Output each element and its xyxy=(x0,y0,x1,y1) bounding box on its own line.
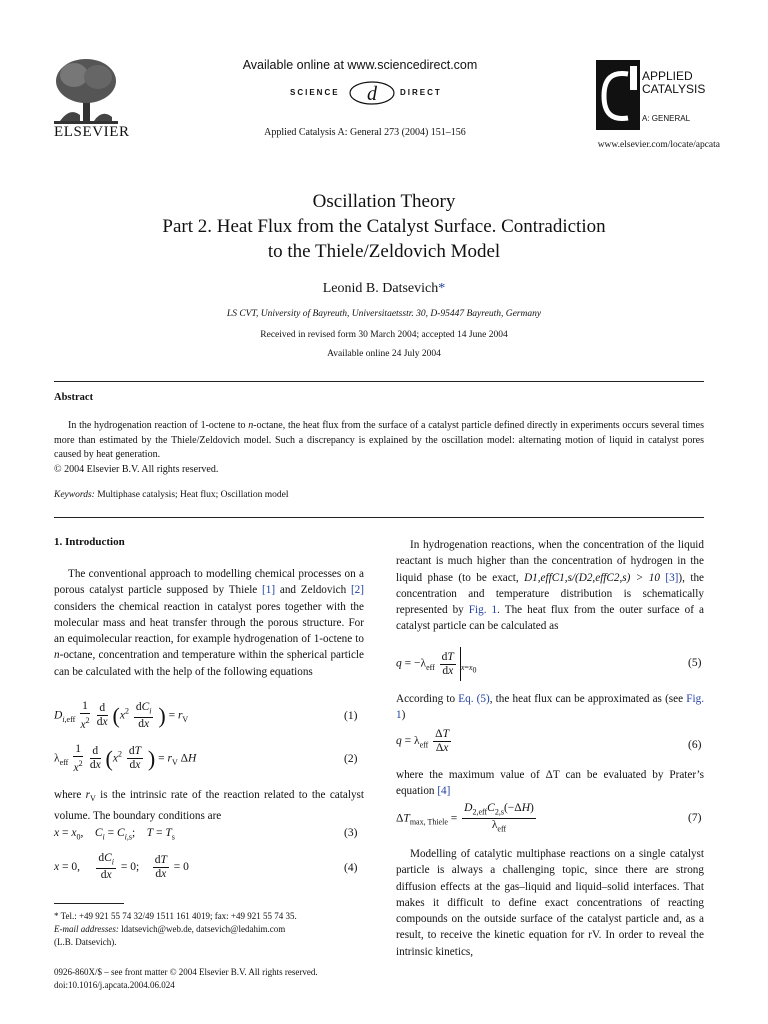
figure-link[interactable]: Fig. 1 xyxy=(396,693,704,722)
equation-number: (5) xyxy=(688,657,702,669)
equation-number: (2) xyxy=(344,753,358,765)
right-paragraph-1: In hydrogenation reactions, when the concentration of the liquid reactant is much higher than the concentration of hydrogen in the liquid phase (to be exact, D1,effC1,s/(D2,effC2,s) > 10 [3]), the concentration and temperature distribution is schematically represented by Fig. 1. The heat flux from the outer surface of a catalyst particle can be calculated as xyxy=(396,539,704,633)
affiliation: LS CVT, University of Bayreuth, Universitaetsstr. 30, D-95447 Bayreuth, Germany xyxy=(226,309,542,319)
author-name: Leonid B. Datsevich xyxy=(322,281,439,296)
abstract-text: In the hydrogenation reaction of 1-octene to n-octane, the heat flux from the surface of a catalyst particle defined directly in experiments occurs several times more than estimated by the Thiele/Zeldovich model. Such a discrepancy is explained by the oscillation model: alternating motion of liquid in catalyst pores caused by heat generation. xyxy=(54,420,704,460)
right-paragraph-3: where the maximum value of ΔT can be evaluated by Prater’s equation [4] xyxy=(396,769,704,798)
journal-logo-line1: APPLIED xyxy=(642,69,693,83)
journal-citation: Applied Catalysis A: General 273 (2004) 151–156 xyxy=(264,127,466,138)
equation-number: (6) xyxy=(688,739,702,751)
sciencedirect-logo xyxy=(290,80,470,106)
ref-link[interactable]: [3] xyxy=(665,571,679,584)
abstract-heading: Abstract xyxy=(54,392,94,403)
intro-paragraph-2: where $r_V$ is the intrinsic rate of the reaction related to the catalyst volume. The boundary conditions are xyxy=(54,789,364,822)
footnote-contact: * Tel.: +49 921 55 74 32/49 1511 161 4019; fax: +49 921 55 74 35. xyxy=(54,911,297,921)
footnote-emails: E-mail addresses: ldatsevich@web.de, datsevich@ledahim.com xyxy=(54,924,286,934)
footnote-divider xyxy=(54,903,124,904)
section-heading: 1. Introduction xyxy=(54,536,125,548)
equation-2: $\lambda_{eff}$ $\frac{1}{x^2}$ $\frac{d}{dx}$ ($x^2$ $\frac{dT}{dx}$ ) = $r_V$ ΔH xyxy=(54,743,197,774)
ref-link[interactable]: [2] xyxy=(350,584,364,597)
title-line-1: Oscillation Theory xyxy=(312,191,456,212)
divider xyxy=(54,517,704,518)
ref-link[interactable]: [1] xyxy=(262,584,276,597)
right-paragraph-2: According to Eq. (5), the heat flux can be approximated as (see Fig. 1) xyxy=(396,693,704,722)
footnote-name: (L.B. Datsevich). xyxy=(54,937,117,947)
abstract-copyright: © 2004 Elsevier B.V. All rights reserved. xyxy=(54,463,219,475)
article-title xyxy=(60,189,708,264)
intro-paragraph-1: The conventional approach to modelling chemical processes on a porous catalyst particle supposed by Thiele [1] and Zeldovich [2] considers the chemical reaction in catalyst pores together with the molecular mass and heat transfer through the porous structure. For an equimolecular reaction, for example hydrogenation of 1-octene to n-octane, concentration and temperature within the spherical particle can be calculated with the help of the following equations xyxy=(54,568,364,678)
equation-4: x = 0, $\frac{dC_i}{dx}$ = 0; $\frac{dT}{dx}$ = 0 xyxy=(54,852,189,882)
doi-line: doi:10.1016/j.apcata.2004.06.024 xyxy=(54,980,175,990)
sciencedirect-d-icon xyxy=(348,80,396,106)
online-date: Available online 24 July 2004 xyxy=(327,349,441,359)
keywords-label: Keywords: xyxy=(54,490,95,500)
journal-logo-line3: A: GENERAL xyxy=(642,114,691,123)
author-line xyxy=(60,281,708,297)
title-line-2: Part 2. Heat Flux from the Catalyst Surface. Contradiction xyxy=(162,216,606,237)
equation-7: $\Delta T_{max, Thiele}$ = $\frac{D_{2,eff}C_{2,s}(-\Delta H)}{\lambda_{eff}}$ xyxy=(396,802,534,834)
equation-6: $q = \lambda_{eff}$ $\frac{\Delta T}{\Delta x}$ xyxy=(396,728,449,754)
sciencedirect-logo-right: DIRECT xyxy=(400,88,442,97)
author-footnote-link[interactable]: * xyxy=(438,281,446,296)
figure-link[interactable]: Fig. 1 xyxy=(468,604,498,617)
keywords-list: Multiphase catalysis; Heat flux; Oscillation model xyxy=(94,490,289,500)
equation-number: (1) xyxy=(344,710,358,722)
equation-3: $x = x_0$, $C_i = C_{i,s}$; $T = T_s$ xyxy=(54,827,175,842)
journal-logo xyxy=(596,60,720,132)
applied-catalysis-icon xyxy=(596,60,640,130)
title-line-3: to the Thiele/Zeldovich Model xyxy=(267,241,501,262)
received-dates: Received in revised form 30 March 2004; accepted 14 June 2004 xyxy=(260,330,508,340)
keywords xyxy=(54,490,704,500)
abstract-body xyxy=(54,419,704,477)
equation-5: $q = -\lambda_{eff}$ $\frac{dT}{dx}$ $_{x=x_0}$ xyxy=(396,647,476,681)
elsevier-tree-logo xyxy=(50,55,122,127)
divider xyxy=(54,381,704,382)
sciencedirect-logo-left: SCIENCE xyxy=(290,88,340,97)
equation-number: (7) xyxy=(688,812,702,824)
journal-url[interactable]: www.elsevier.com/locate/apcata xyxy=(597,140,720,150)
available-online-line: Available online at www.sciencedirect.com xyxy=(242,58,478,72)
equation-number: (4) xyxy=(344,862,358,874)
journal-logo-line2: CATALYSIS xyxy=(642,82,706,96)
ref-link[interactable]: [4] xyxy=(437,785,451,798)
right-paragraph-4: Modelling of catalytic multiphase reactions on a single catalyst particle is always a challenging topic, since there are strong diffusion effects at the gas–liquid and liquid–solid interfaces. That makes it difficult to define exact concentrations of reacting compounds on the outside surface of the catalyst particle and, as a result, to receive the kinetic equation for rV. In order to reveal the intrinsic kinetics, xyxy=(396,848,704,958)
issn-line: 0926-860X/$ – see front matter © 2004 Elsevier B.V. All rights reserved. xyxy=(54,967,318,977)
svg-text:d: d xyxy=(367,83,377,105)
author-footnote xyxy=(54,910,374,949)
equation-number: (3) xyxy=(344,827,358,839)
equation-1: $D_{i,eff}$ $\frac{1}{x^2}$ $\frac{d}{dx}$ ($x^2$ $\frac{dC_i}{dx}$ ) = $r_V$ xyxy=(54,700,189,731)
equation-link[interactable]: Eq. (5) xyxy=(458,693,490,705)
publisher-name: ELSEVIER xyxy=(54,124,130,140)
page-footer xyxy=(54,966,394,992)
